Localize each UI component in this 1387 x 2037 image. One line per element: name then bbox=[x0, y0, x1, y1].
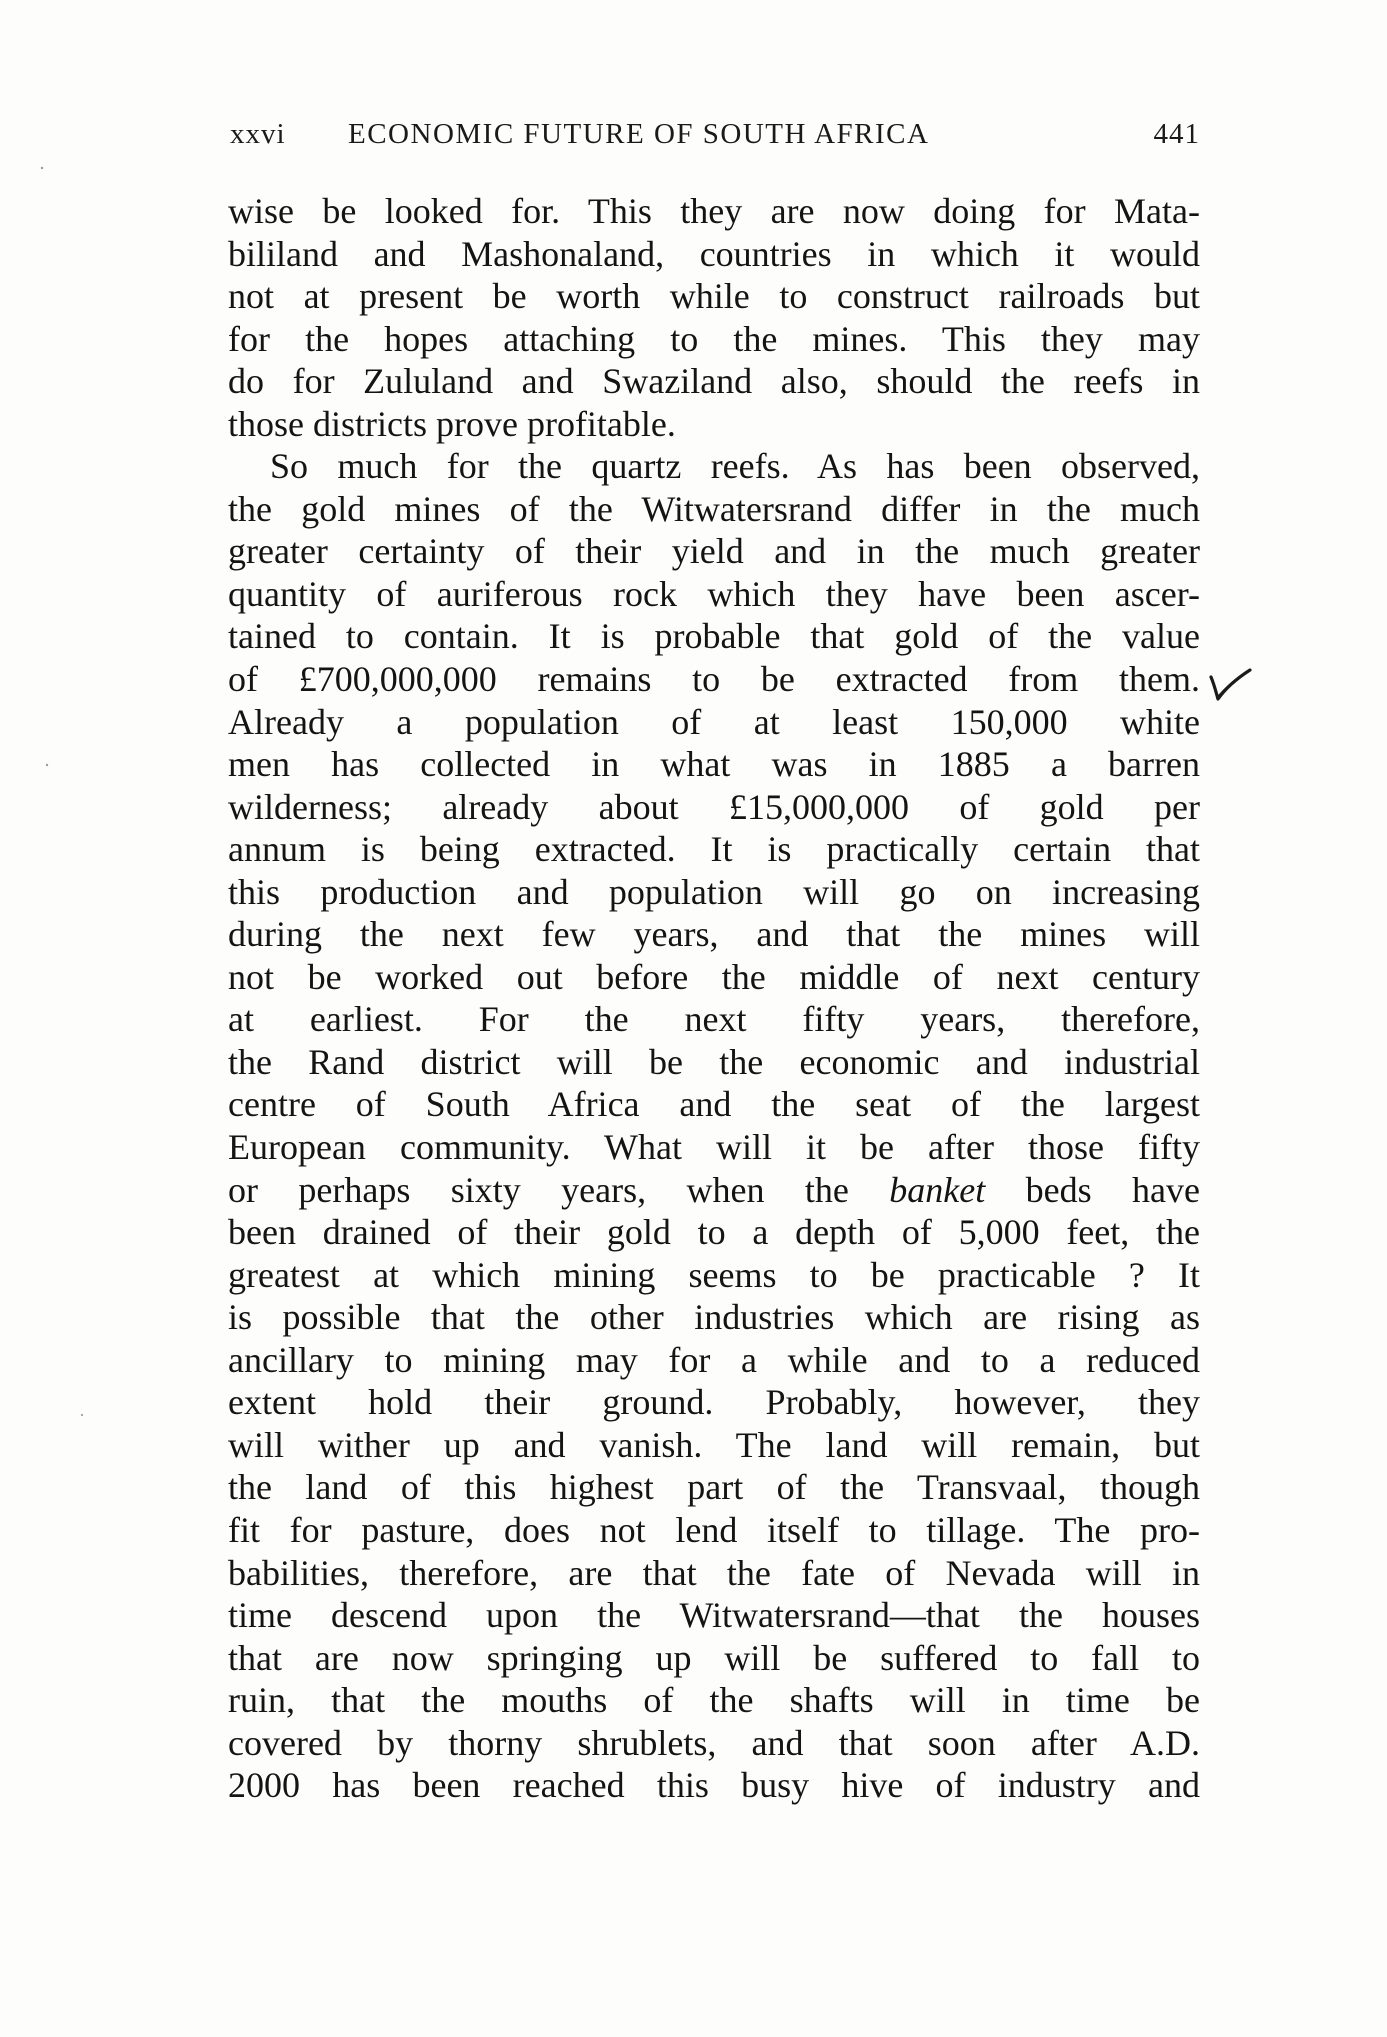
text-line: quantity of auriferous rock which they have been ascer- bbox=[228, 573, 1200, 614]
running-title: ECONOMIC FUTURE OF SOUTH AFRICA bbox=[348, 118, 930, 150]
text-line: tained to contain. It is probable that gold of the value bbox=[228, 616, 1200, 657]
text-line: men has collected in what was in 1885 a barren bbox=[228, 744, 1200, 785]
text-line: will wither up and vanish. The land will remain, but bbox=[228, 1424, 1200, 1465]
text-line: fit for pasture, does not lend itself to tillage. The pro- bbox=[228, 1509, 1200, 1550]
text-line: Already a population of at least 150,000 white bbox=[228, 701, 1200, 742]
text-line: annum is being extracted. It is practically certain that bbox=[228, 829, 1200, 870]
text-line: not be worked out before the middle of next century bbox=[228, 956, 1200, 997]
text-line: centre of South Africa and the seat of the largest bbox=[228, 1084, 1200, 1125]
text-line: the land of this highest part of the Transvaal, though bbox=[228, 1467, 1200, 1508]
text-line: time descend upon the Witwatersrand—that the houses bbox=[228, 1595, 1200, 1636]
text-line: is possible that the other industries which are rising as bbox=[228, 1297, 1200, 1338]
text-line: bililand and Mashonaland, countries in which it would bbox=[228, 233, 1200, 274]
text-line: ancillary to mining may for a while and to a reduced bbox=[228, 1339, 1200, 1380]
text-line: greatest at which mining seems to be practicable ? It bbox=[228, 1254, 1200, 1295]
text-line: for the hopes attaching to the mines. This they may bbox=[228, 318, 1200, 359]
text-line bbox=[228, 1169, 1200, 1212]
chapter-number: xxvi bbox=[230, 118, 286, 150]
text-line: extent hold their ground. Probably, however, they bbox=[228, 1382, 1200, 1423]
handwritten-check-mark-icon bbox=[1208, 668, 1252, 704]
text-line: been drained of their gold to a depth of 5,000 feet, the bbox=[228, 1212, 1200, 1253]
text-line: European community. What will it be after those fifty bbox=[228, 1127, 1200, 1168]
text-line: 2000 has been reached this busy hive of industry and bbox=[228, 1765, 1200, 1806]
text-line: babilities, therefore, are that the fate of Nevada will in bbox=[228, 1552, 1200, 1593]
text-line: that are now springing up will be suffered to fall to bbox=[228, 1637, 1200, 1678]
text-line: ruin, that the mouths of the shafts will in time be bbox=[228, 1680, 1200, 1721]
text-line: during the next few years, and that the mines will bbox=[228, 914, 1200, 955]
paper-specks bbox=[0, 0, 100, 2037]
text-segment: or perhaps sixty years, when the bbox=[228, 1169, 890, 1210]
body-text bbox=[228, 190, 1200, 1807]
text-segment: beds have bbox=[985, 1169, 1200, 1210]
text-line: covered by thorny shrublets, and that soon after A.D. bbox=[228, 1722, 1200, 1763]
running-head bbox=[230, 118, 1200, 158]
text-line: So much for the quartz reefs. As has been observed, bbox=[270, 446, 1200, 487]
text-line: the Rand district will be the economic and industrial bbox=[228, 1041, 1200, 1082]
text-line: those districts prove profitable. bbox=[228, 403, 676, 444]
text-line: not at present be worth while to construct railroads but bbox=[228, 276, 1200, 317]
page-number: 441 bbox=[1153, 118, 1200, 150]
text-line: of £700,000,000 remains to be extracted from them. bbox=[228, 659, 1200, 700]
text-line: wise be looked for. This they are now doing for Mata- bbox=[228, 191, 1200, 231]
text-line: at earliest. For the next fifty years, therefore, bbox=[228, 999, 1200, 1040]
text-line: this production and population will go on increasing bbox=[228, 871, 1200, 912]
italic-term: banket bbox=[889, 1169, 986, 1210]
text-line: do for Zululand and Swaziland also, should the reefs in bbox=[228, 361, 1200, 402]
text-line: wilderness; already about £15,000,000 of gold per bbox=[228, 786, 1200, 827]
text-line: the gold mines of the Witwatersrand differ in the much bbox=[228, 488, 1200, 529]
text-line: greater certainty of their yield and in the much greater bbox=[228, 531, 1200, 572]
